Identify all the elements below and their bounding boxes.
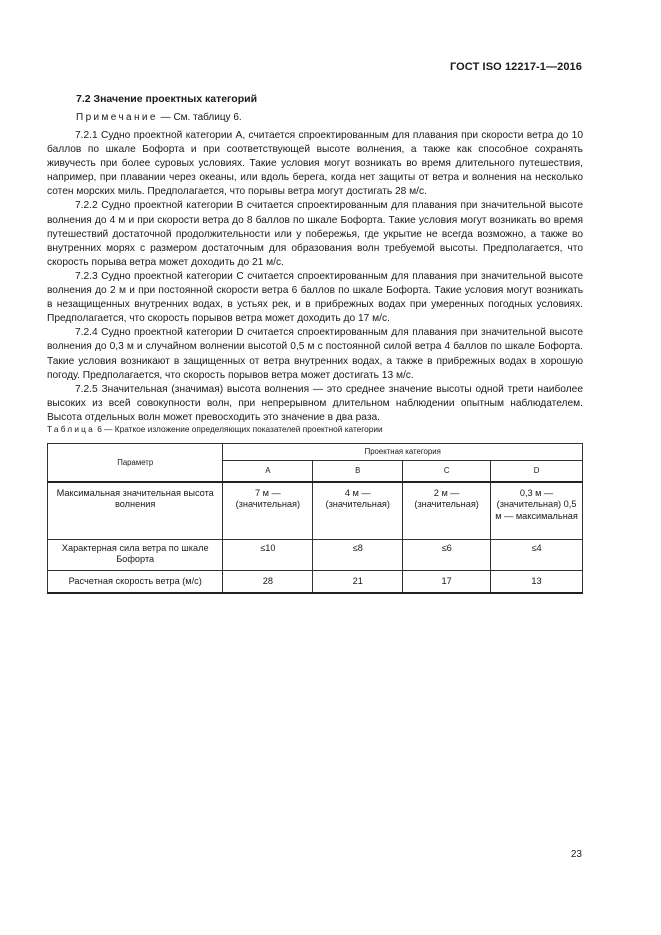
row-value-a: 28 [223, 571, 313, 594]
standard-code: ГОСТ ISO 12217-1—2016 [449, 61, 582, 73]
row-value-c: ≤6 [403, 540, 491, 571]
row-value-a: ≤10 [223, 540, 313, 571]
row-value-c: 2 м — (значительная) [403, 482, 491, 540]
table-row [48, 482, 583, 540]
paragraph-7-2-2: 7.2.2 Судно проектной категории В считается спроектированным для плавания при значительной высоте волнения до 4 м и при скорости ветра до 8 баллов по шкале Бофорта. Такие условия могут возникать во время путешествий достаточной продолжительности или у побережья, где укрытие не всегда возможно, а также во внутренних морях с размером достаточным для образования волн требуемой высоты. Предполагается, что скорость порыва ветра может доходить до 21 м/с. [47, 200, 583, 268]
body-text [47, 129, 583, 425]
row-param: Характерная сила ветра по шкале Бофорта [48, 540, 223, 571]
row-value-c: 17 [403, 571, 491, 594]
paragraph-7-2-1: 7.2.1 Судно проектной категории А, считается спроектированным для плавания при скорости ветра до 10 баллов по шкале Бофорта и при соответствующей высоте волнения, а также как способное сохранять живучесть при более суровых условиях. Такие условия могут возникать во время длительного путешествия, например, при плавании через океаны, или вдоль берега, когда нет защиты от ветра и волнения на несколько сотен морских миль. Предполагается, что порывы ветра могут достигать 28 м/с. [47, 130, 583, 198]
category-header-d: D [491, 461, 583, 483]
row-value-a: 7 м — (значительная) [223, 482, 313, 540]
note [76, 112, 242, 123]
param-header: Параметр [48, 444, 223, 483]
row-param: Расчетная скорость ветра (м/с) [48, 571, 223, 594]
table-caption-label: Таблица [47, 424, 95, 434]
category-header-a: A [223, 461, 313, 483]
row-value-b: 4 м — (значительная) [313, 482, 403, 540]
page-number: 23 [570, 849, 582, 860]
table-row [48, 571, 583, 594]
note-text: — См. таблицу 6. [157, 112, 242, 123]
table-caption-text: 6 — Краткое изложение определяющих показателей проектной категории [94, 424, 383, 434]
category-header-b: B [313, 461, 403, 483]
note-label: Примечание [76, 112, 158, 123]
row-value-b: 21 [313, 571, 403, 594]
row-param: Максимальная значительная высота волнения [48, 482, 223, 540]
table-row [48, 540, 583, 571]
row-value-d: 13 [491, 571, 583, 594]
section-title: 7.2 Значение проектных категорий [76, 93, 258, 105]
category-table [47, 443, 583, 594]
paragraph-7-2-3: 7.2.3 Судно проектной категории С считается спроектированным для плавания при значительной высоте волнения до 2 м и при постоянной скорости ветра 6 баллов по шкале Бофорта. Такие условия могут возникать в незащищенных внутренних водах, в устьях рек, и в прибрежных водах при умеренных погодных условиях. Предполагается, что скорость порывов ветра может доходить до 17 м/с. [47, 270, 583, 325]
paragraph-7-2-4: 7.2.4 Судно проектной категории D считается спроектированным для плавания при значительной высоте волнения до 0,3 м и случайном волнении высотой 0,5 м с постоянной силой ветра 4 баллов по шкале Бофорта. Такие условия возникают в защищенных от ветра внутренних водах, а также в прибрежных водах в хорошую погоду. Предполагается, что скорость порывов ветра может достигать 13 м/с. [47, 327, 583, 381]
table-caption [47, 424, 383, 434]
row-value-b: ≤8 [313, 540, 403, 571]
paragraph-7-2-5: 7.2.5 Значительная (значимая) высота волнения — это среднее значение высоты одной трети наиболее высоких из всей совокупности волн, при непрерывном длительном наблюдении опытным наблюдателем. Высота отдельных волн может превосходить это значение в два раза. [47, 383, 583, 423]
category-header-c: C [403, 461, 491, 483]
row-value-d: ≤4 [491, 540, 583, 571]
category-group-header: Проектная категория [223, 444, 583, 461]
row-value-d: 0,3 м — (значительная) 0,5 м — максимальная [491, 482, 583, 540]
